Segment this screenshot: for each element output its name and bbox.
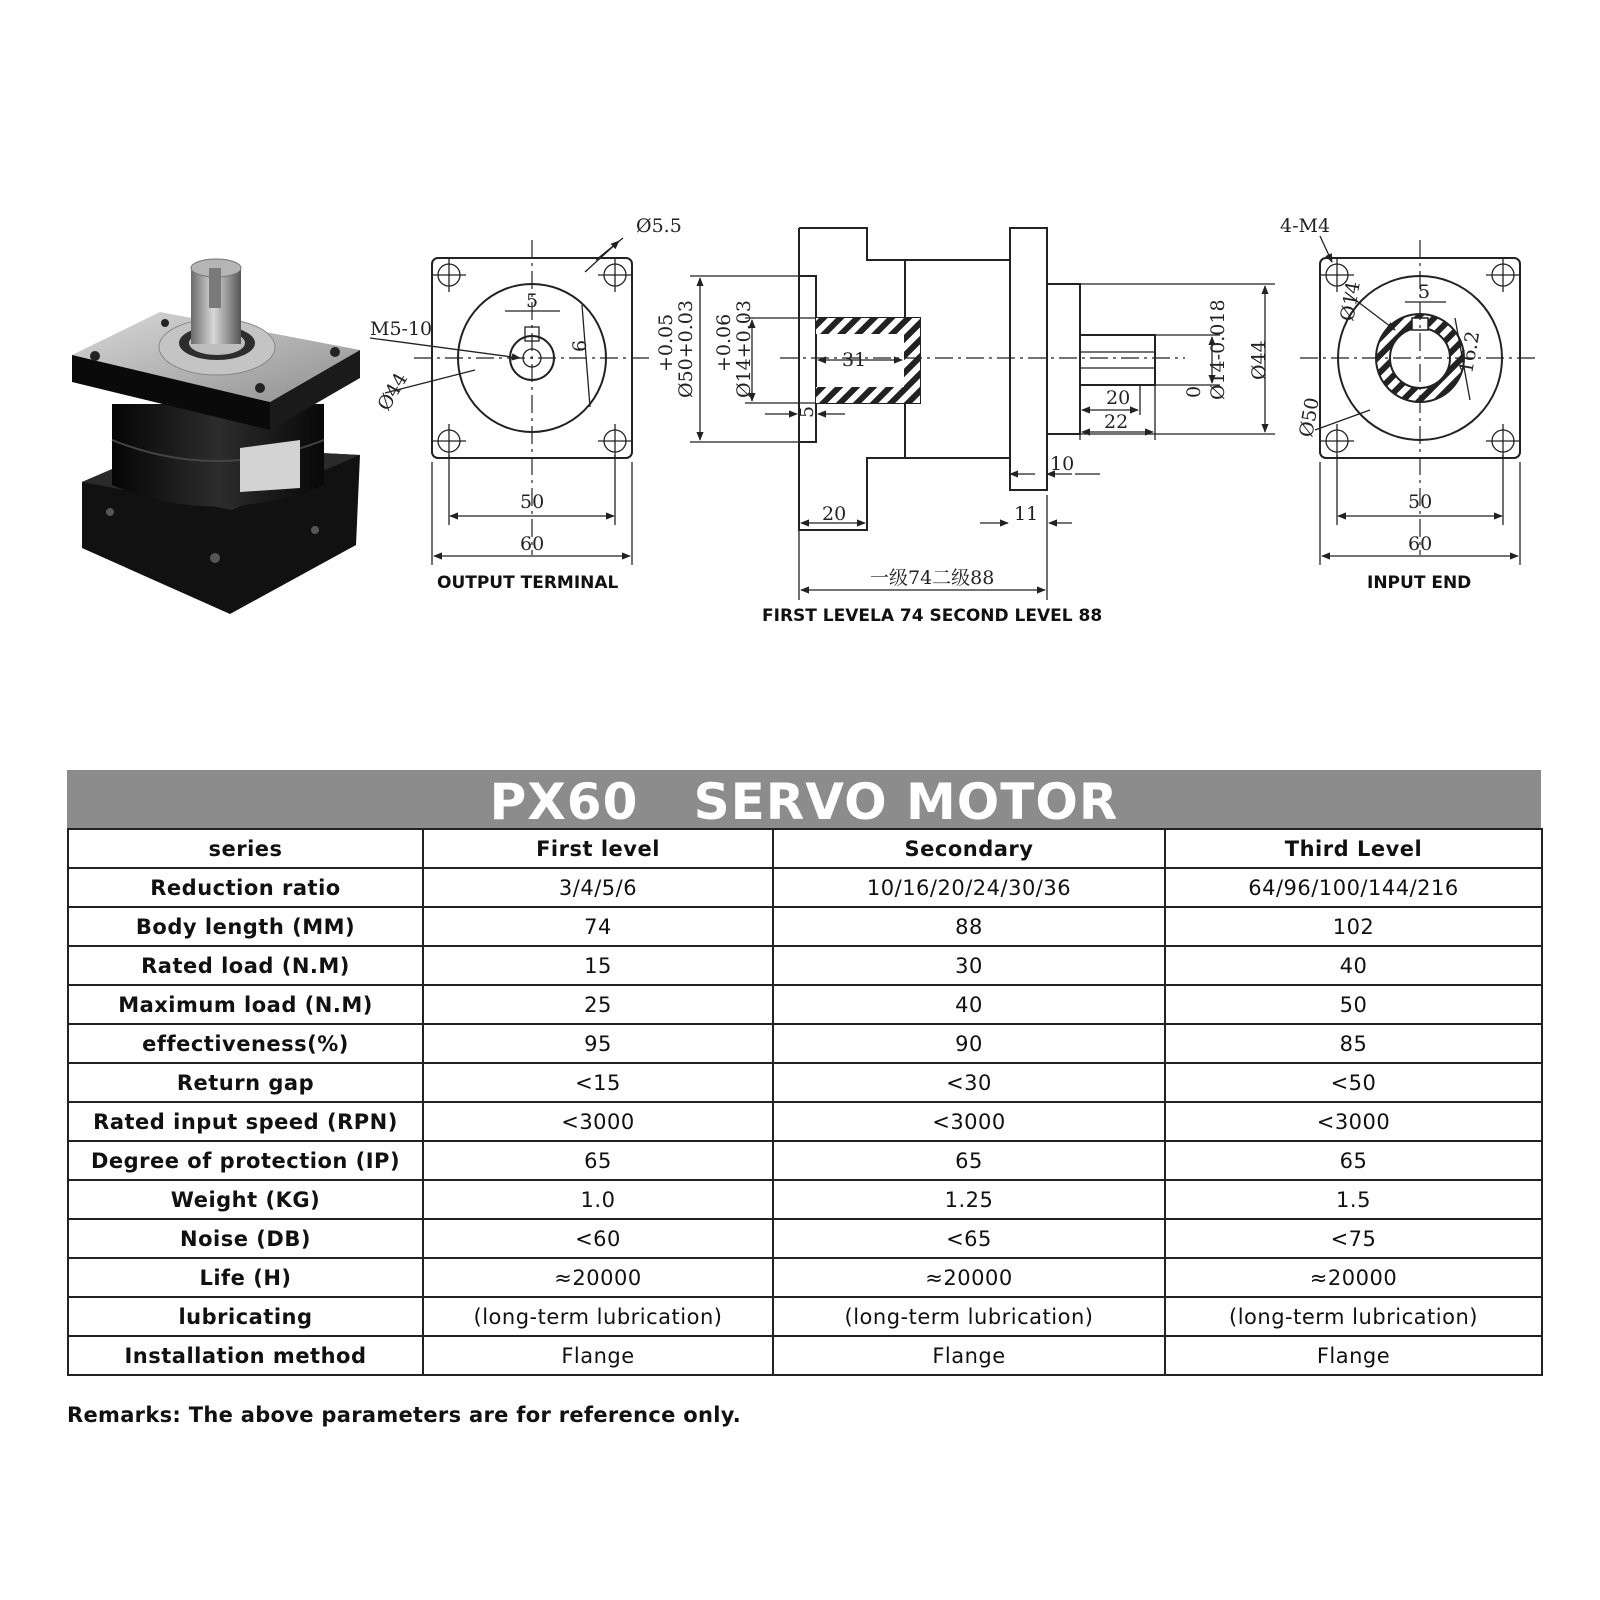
- table-cell: 15: [423, 946, 773, 985]
- dim-input-bolt-spacing: 50: [1408, 491, 1433, 513]
- row-header: Weight (KG): [68, 1180, 423, 1219]
- row-header: Noise (DB): [68, 1219, 423, 1258]
- row-header: Maximum load (N.M): [68, 985, 423, 1024]
- dim-input-key: 5: [1418, 281, 1431, 303]
- dim-flange-width: 60: [520, 533, 545, 555]
- table-cell: 3/4/5/6: [423, 868, 773, 907]
- table-cell: <3000: [773, 1102, 1165, 1141]
- row-header: Degree of protection (IP): [68, 1141, 423, 1180]
- row-header: lubricating: [68, 1297, 423, 1336]
- table-cell: ≈20000: [423, 1258, 773, 1297]
- dim-spigot: 11: [1014, 503, 1039, 525]
- dim-key-height: 6: [569, 339, 591, 352]
- table-cell: 65: [423, 1141, 773, 1180]
- dim-shaft-length: 22: [1104, 411, 1129, 433]
- dim-bolt-spacing: 50: [520, 491, 545, 513]
- table-cell: 30: [773, 946, 1165, 985]
- column-header: First level: [423, 829, 773, 868]
- table-cell: 64/96/100/144/216: [1165, 868, 1542, 907]
- dim-pilot-tol: +0.05: [655, 313, 677, 372]
- table-cell: 40: [1165, 946, 1542, 985]
- output-terminal-caption: OUTPUT TERMINAL: [437, 573, 619, 593]
- table-cell: Flange: [773, 1336, 1165, 1375]
- table-row: [68, 1336, 1542, 1375]
- table-row: [68, 1180, 1542, 1219]
- dim-shaft-tol: 0: [1183, 385, 1205, 398]
- remark-note: Remarks: The above parameters are for reference only.: [67, 1403, 742, 1427]
- dim-overall: 一级74二级88: [870, 567, 995, 589]
- table-cell: 25: [423, 985, 773, 1024]
- dim-input-len: 20: [822, 503, 847, 525]
- table-row: [68, 1219, 1542, 1258]
- technical-drawing: [0, 0, 1600, 700]
- spec-table-section: [67, 770, 1541, 1376]
- table-cell: 85: [1165, 1024, 1542, 1063]
- table-cell: <60: [423, 1219, 773, 1258]
- dim-pilot: Ø44: [373, 369, 413, 415]
- table-cell: <3000: [1165, 1102, 1542, 1141]
- table-cell: (long-term lubrication): [423, 1297, 773, 1336]
- table-cell: 1.5: [1165, 1180, 1542, 1219]
- table-cell: <3000: [423, 1102, 773, 1141]
- row-header: Life (H): [68, 1258, 423, 1297]
- table-cell: ≈20000: [773, 1258, 1165, 1297]
- table-cell: 1.0: [423, 1180, 773, 1219]
- output-terminal-view: [370, 215, 682, 593]
- table-cell: 65: [1165, 1141, 1542, 1180]
- table-cell: 40: [773, 985, 1165, 1024]
- table-cell: <15: [423, 1063, 773, 1102]
- table-row: [68, 868, 1542, 907]
- table-cell: <65: [773, 1219, 1165, 1258]
- dim-bore-tol: +0.06: [713, 313, 735, 372]
- table-cell: 10/16/20/24/30/36: [773, 868, 1165, 907]
- table-row: [68, 1297, 1542, 1336]
- column-header: Secondary: [773, 829, 1165, 868]
- gearbox-photo: [72, 259, 360, 614]
- dim-flange-thick: 10: [1050, 453, 1075, 475]
- table-cell: <75: [1165, 1219, 1542, 1258]
- dim-key-width: 5: [526, 290, 539, 312]
- table-row: [68, 907, 1542, 946]
- row-header: Reduction ratio: [68, 868, 423, 907]
- dim-bore-depth: 31: [842, 349, 867, 371]
- table-cell: 95: [423, 1024, 773, 1063]
- table-cell: 65: [773, 1141, 1165, 1180]
- table-header-row: [68, 829, 1542, 868]
- table-cell: Flange: [1165, 1336, 1542, 1375]
- table-cell: <50: [1165, 1063, 1542, 1102]
- table-cell: (long-term lubrication): [1165, 1297, 1542, 1336]
- table-cell: 90: [773, 1024, 1165, 1063]
- row-header: Rated input speed (RPN): [68, 1102, 423, 1141]
- table-cell: 50: [1165, 985, 1542, 1024]
- table-title: PX60 SERVO MOTOR: [67, 770, 1541, 828]
- dim-key-length: 20: [1106, 387, 1131, 409]
- table-row: [68, 1024, 1542, 1063]
- table-row: [68, 985, 1542, 1024]
- dim-thread: M5-10: [370, 318, 433, 340]
- table-cell: (long-term lubrication): [773, 1297, 1165, 1336]
- dim-body-dia: Ø44: [1248, 340, 1270, 380]
- dim-bore-key: 5: [796, 405, 818, 418]
- table-row: [68, 1258, 1542, 1297]
- side-section-view: [655, 228, 1275, 626]
- dim-shaft-dia: Ø14-0.018: [1207, 299, 1229, 400]
- row-header: Installation method: [68, 1336, 423, 1375]
- row-header: Return gap: [68, 1063, 423, 1102]
- dim-hole-dia: Ø5.5: [636, 215, 682, 237]
- table-row: [68, 1063, 1542, 1102]
- dim-key-depth: 16.2: [1455, 329, 1485, 375]
- length-caption: FIRST LEVELA 74 SECOND LEVEL 88: [762, 606, 1103, 626]
- table-cell: <30: [773, 1063, 1165, 1102]
- table-cell: 1.25: [773, 1180, 1165, 1219]
- row-header: effectiveness(%): [68, 1024, 423, 1063]
- input-end-caption: INPUT END: [1367, 573, 1472, 593]
- table-row: [68, 1102, 1542, 1141]
- spec-table: [67, 828, 1543, 1376]
- dim-bore-dia: Ø14+0.03: [733, 300, 755, 398]
- table-cell: Flange: [423, 1336, 773, 1375]
- table-row: [68, 946, 1542, 985]
- input-end-view: [1280, 215, 1540, 593]
- dim-holes: 4-M4: [1280, 215, 1331, 237]
- column-header: Third Level: [1165, 829, 1542, 868]
- dim-input-circle: Ø50: [1295, 395, 1324, 439]
- row-header: Body length (MM): [68, 907, 423, 946]
- dim-input-bore: Ø14: [1336, 279, 1365, 323]
- table-cell: ≈20000: [1165, 1258, 1542, 1297]
- dim-pilot-dia: Ø50+0.03: [675, 300, 697, 398]
- column-header: series: [68, 829, 423, 868]
- table-cell: 74: [423, 907, 773, 946]
- row-header: Rated load (N.M): [68, 946, 423, 985]
- table-cell: 102: [1165, 907, 1542, 946]
- dim-input-flange-width: 60: [1408, 533, 1433, 555]
- table-row: [68, 1141, 1542, 1180]
- table-cell: 88: [773, 907, 1165, 946]
